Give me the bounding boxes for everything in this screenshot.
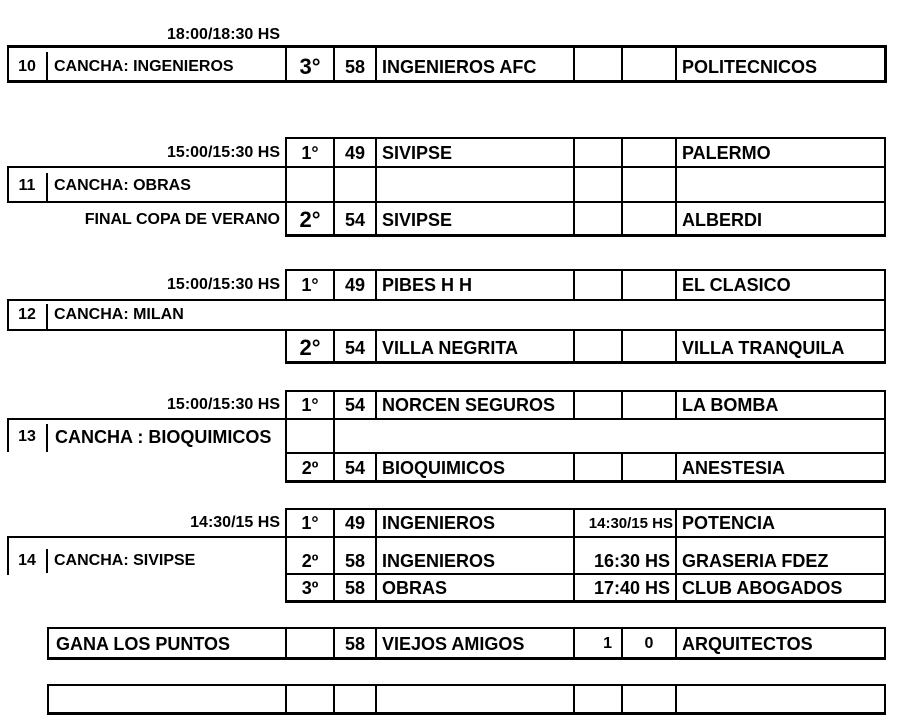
- block-12-row-1-home-team: PIBES H H: [382, 274, 473, 295]
- block-11-venue: CANCHA: OBRAS: [54, 177, 191, 194]
- block-12-row-2-home-team: VILLA NEGRITA: [382, 337, 518, 358]
- block-12-row-1-away-team: EL CLASICO: [682, 274, 791, 295]
- block-14-row-2-kickoff: 16:30 HS: [593, 550, 670, 571]
- block-14-row-2-away-team: GRASERIA FDEZ: [682, 550, 829, 571]
- block-12-row-2-away-team: VILLA TRANQUILA: [682, 337, 845, 358]
- block-13-venue: CANCHA : BIOQUIMICOS: [55, 426, 272, 447]
- block-14-row-2-category: 58: [344, 550, 366, 571]
- result-home-team: VIEJOS AMIGOS: [382, 633, 525, 654]
- block-12-number: 12: [18, 306, 36, 323]
- block-13-number: 13: [18, 428, 36, 445]
- block-14-row-1-away-team: POTENCIA: [682, 512, 776, 533]
- block-14-number: 14: [18, 552, 36, 569]
- block-11-row-2-round: 2°: [299, 207, 321, 232]
- block-10-venue: CANCHA: INGENIEROS: [54, 58, 234, 75]
- block-13-row-2-away-team: ANESTESIA: [682, 457, 786, 478]
- block-13-row-1-category: 54: [344, 394, 366, 415]
- result-label: GANA LOS PUNTOS: [56, 633, 231, 654]
- block-14-row-3-round: 3º: [301, 578, 319, 598]
- block-12-row-2-round: 2°: [299, 335, 321, 360]
- block-13-row-2-category: 54: [344, 457, 366, 478]
- block-12-row-2-category: 54: [344, 337, 366, 358]
- block-13-time: 15:00/15:30 HS: [167, 396, 280, 413]
- block-14-row-1-round: 1°: [301, 512, 319, 533]
- block-12-row-1-category: 49: [344, 274, 366, 295]
- result-home-score: 1: [603, 635, 612, 652]
- result-away-score: 0: [644, 635, 654, 652]
- block-11-row-2-away-team: ALBERDI: [682, 209, 762, 230]
- block-13-row-2-round: 2º: [301, 457, 319, 478]
- block-11-row-1-round: 1°: [301, 142, 319, 163]
- block-11-row-1-away-team: PALERMO: [682, 142, 771, 163]
- block-14-time: 14:30/15 HS: [190, 514, 280, 531]
- block-14-row-3-kickoff: 17:40 HS: [593, 578, 670, 598]
- block-14-row-1-category: 49: [344, 512, 366, 533]
- block-11-time: 15:00/15:30 HS: [167, 144, 280, 161]
- block-10-row-1-home-team: INGENIEROS AFC: [382, 56, 537, 77]
- block-12-venue: CANCHA: MILAN: [54, 306, 184, 323]
- result-category: 58: [344, 633, 366, 654]
- block-13-row-1-away-team: LA BOMBA: [682, 394, 779, 415]
- block-11-row-1-category: 49: [344, 142, 366, 163]
- block-14-row-3-category: 58: [344, 578, 366, 598]
- block-13-row-1-home-team: NORCEN SEGUROS: [382, 394, 556, 415]
- block-10-row-1-category: 58: [344, 56, 366, 77]
- block-11-row-1-home-team: SIVIPSE: [382, 142, 453, 163]
- block-14-row-1-home-team: INGENIEROS: [382, 512, 496, 533]
- block-14-row-2-round: 2º: [301, 550, 319, 571]
- block-12-time: 15:00/15:30 HS: [167, 276, 280, 293]
- block-11-row-2-category: 54: [344, 209, 366, 230]
- block-14-row-3-home-team: OBRAS: [382, 578, 448, 598]
- block-11-note: FINAL COPA DE VERANO: [84, 211, 280, 228]
- block-10-number: 10: [18, 58, 36, 75]
- block-10-row-1-round: 3°: [299, 54, 321, 79]
- block-14-row-3-away-team: CLUB ABOGADOS: [682, 578, 843, 598]
- block-13-row-1-round: 1°: [301, 394, 319, 415]
- block-10-time: 18:00/18:30 HS: [167, 26, 280, 43]
- block-12-row-1-round: 1°: [301, 274, 319, 295]
- block-11-number: 11: [18, 177, 36, 194]
- block-10-row-1-away-team: POLITECNICOS: [682, 56, 818, 77]
- block-11-row-2-home-team: SIVIPSE: [382, 209, 453, 230]
- block-14-row-1-kickoff: 14:30/15 HS: [588, 514, 673, 532]
- result-away-team: ARQUITECTOS: [682, 633, 813, 654]
- block-13-row-2-home-team: BIOQUIMICOS: [382, 457, 506, 478]
- block-14-venue: CANCHA: SIVIPSE: [54, 552, 196, 569]
- block-14-row-2-home-team: INGENIEROS: [382, 550, 496, 571]
